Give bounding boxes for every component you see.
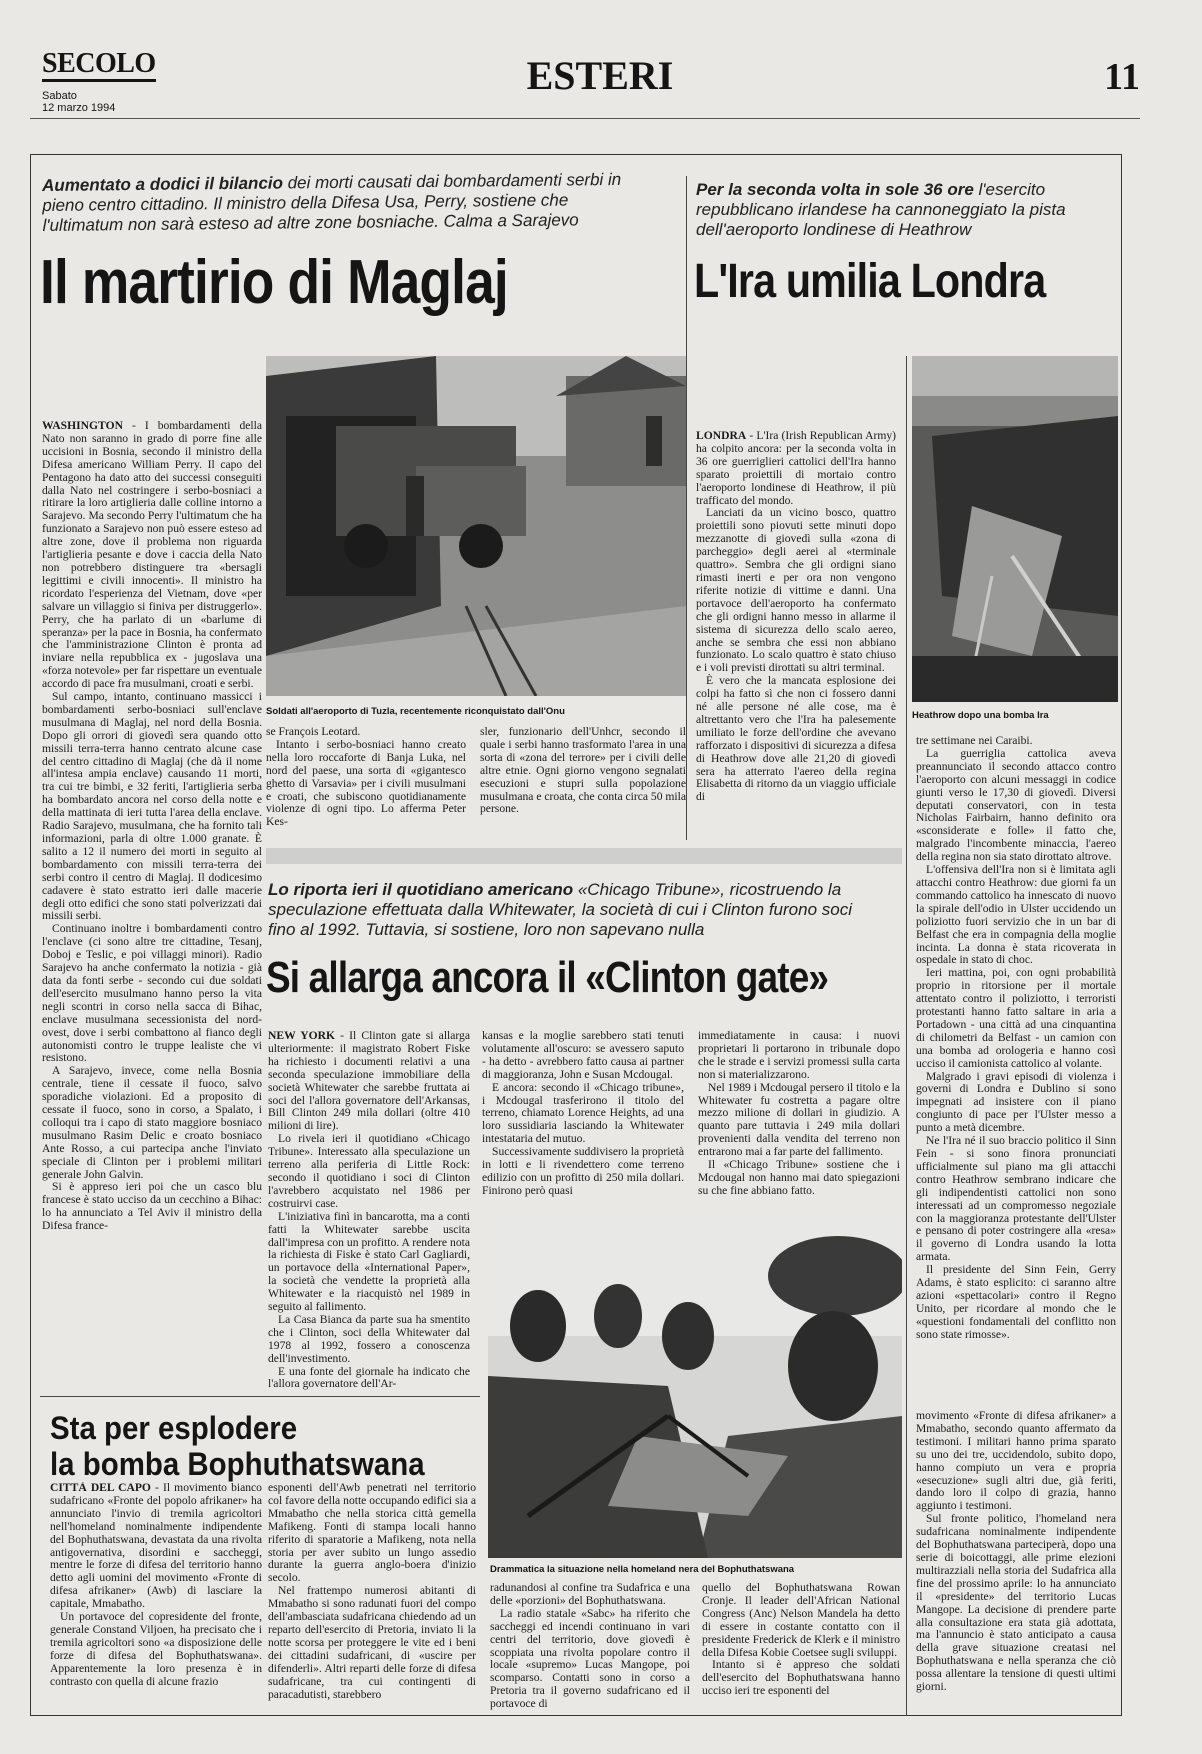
bophuthatswana-headline-line-2: la bomba Bophuthatswana: [50, 1446, 425, 1482]
bophuthatswana-column-1: CITTÀ DEL CAPO - Il movimento bianco sudafricano «Fronte del popolo afrikaner» ha annunciato l'invio di tremila agricoltori nell'homeland nominalmente indipendente del Bophuthatswana, devastata da una rivolta antigovernativa, disordini e saccheggi, mentre le forze di difesa del territorio hanno detto agli uomini del movimento «Fronte di difesa afrikaner» (Awb) di lasciare la capitale, Mmabatho. Un portavoce del copresidente del fronte, generale Constand Viljoen, ha precisato che i tremila agricoltori sono «a disposizione delle forze di difesa del Bophuthatswana». Apparentemente la loro presenza è in contrasto con quella di alcune frazio: [50, 1482, 262, 1688]
issue-day: Sabato: [42, 90, 77, 102]
maglaj-dateline: WASHINGTON: [42, 420, 123, 432]
ira-kicker: [696, 180, 1106, 240]
ira-kicker-lead: Per la seconda volta in sole 36 ore: [696, 180, 974, 199]
clinton-column-3: immediatamente in causa: i nuovi proprietari li portarono in tribunale dopo che le strade e i servizi promessi sulla carta non si materializzarono. Nel 1989 i Mcdougal persero il titolo e la Whitewater fu costretta a pagare oltre mezzo milione di dollari in giudizio. A quanto pare tuttavia i 249 mila dollari provenienti dalla vendita del terreno non entrarono mai a far parte del fallimento. Il «Chicago Tribune» sostiene che i Mcdougal non hanno mai dato spiegazioni su che fine abbiano fatto.: [698, 1030, 900, 1197]
tuzla-photo-image: [266, 356, 686, 696]
clinton-dateline: NEW YORK: [268, 1030, 335, 1042]
maglaj-column-2: se François Leotard. Intanto i serbo-bosniaci hanno creato nella loro roccaforte di Banja Luka, nel nord del paese, una sorta di «gigantesco ghetto di Varsavia» per i civili musulmani e croati, che subiscono quotidianamente violenze di ogni tipo. Lo afferma Peter Kes-: [266, 726, 466, 829]
bophuthatswana-headline: [50, 1410, 425, 1482]
column-divider-top: [686, 176, 687, 840]
issue-date-value: 12 marzo 1994: [42, 102, 116, 114]
clinton-headline: Si allarga ancora il «Clinton gate»: [266, 953, 829, 1002]
newspaper-logo: SECOLO: [42, 48, 156, 79]
ira-column-2: tre settimane nei Caraibi. La guerriglia cattolica aveva preannunciato il secondo attacco contro l'aeroporto con alcuni messaggi in codice giunti verso le 17,30 di giovedì. Diversi deputati conservatori, con in testa Nicholas Fairbairn, hanno definito ora «sconsiderate e folle» il fatto che, malgrado l'incombente minaccia, l'aereo della regina non sia stato dirottato altrove. L'offensiva dell'Ira non si è limitata agli attacchi contro Heathrow: due giorni fa un commando cattolico ha innescato di nuovo la spirale dell'odio in Ulster uccidendo un poliziotto fuori servizio che in un bar di Belfast che era in compagnia della moglie incinta. La donna è stata ricoverata in ospedale in stato di choc. Ieri mattina, poi, con ogni probabilità proprio in ritorsione per il mortale attentato contro il poliziotto, i terroristi protestanti hanno fatto saltare in aria a Portadown - una città ad una cinquantina di chilometri da Belfast - un camion con una bomba ad orologeria e hanno così ucciso il camionista cattolico al volante. Malgrado i gravi episodi di violenza i governi di Londra e Dublino si sono impegnati ad insistere con il piano congiunto di pace per l'Ulster messo a punto a metà dicembre. Ne l'Ira né il suo braccio politico il Sinn Fein - si sono finora pronunciati ufficialmente sul piano ma gli attacchi contro Heathrow sembrano indicare che gli indipendentisti cattolici non sono interessati ad un compromesso negoziale con la maggioranza protestante dell'Ulster e pensano di poter costringere alla «resa» il governo di Londra usando la lotta armata. Il presidente del Sinn Fein, Gerry Adams, è stato esplicito: ci saranno altre azioni «spettacolari» contro il Regno Unito, per ricordare al mondo che le «questioni fondamentali del conflitto non sono state rimosse».: [916, 735, 1116, 1341]
ira-kicker-text: l'esercito repubblicano irlandese ha cannoneggiato la pista dell'aeroporto londinese di Heathrow: [696, 180, 1066, 239]
issue-date: [42, 90, 115, 114]
tuzla-airport-photo: [266, 356, 686, 696]
bophuthatswana-column-3: radunandosi al confine tra Sudafrica e una delle «porzioni» del Bophuthatswana. La radio statale «Sabc» ha riferito che saccheggi ed incendi continuano in vari centri del territorio, dove giovedì è scoppiata una rivolta popolare contro il locale «supremo» Lucas Mangope, poi scomparso. Contatti sono in corso a Pretoria tra il governo sudafricano ed il portavoce di: [490, 1582, 690, 1711]
clinton-kicker-lead: Lo riporta ieri il quotidiano americano: [268, 880, 574, 899]
ira-column-1: LONDRA - L'Ira (Irish Republican Army) ha colpito ancora: per la seconda volta in 36 ore guerriglieri cattolici dell'Ira hanno sparato proiettili di mortaio contro l'aeroporto londinese di Heathrow, il più trafficato del mondo. Lanciati da un vicino bosco, quattro proiettili sono piovuti sette minuti dopo mezzanotte di giovedì sulla «zona di parcheggio» degli aerei al «terminale quattro». Sembra che gli ordigni siano rimasti inerti e per ora non vengono riferite notizie di vittime e danni. Una portavoce dell'aeroporto ha confermato che gli ordigni hanno messo in allarme il sistema di sicurezza dello scalo aereo, anche se sembra che essi non abbiano funzionato. Lo scalo quattro è stato chiuso e i voli previsti dirottati su altri terminal. È vero che la mancata esplosione dei colpi ha fatto sì che non ci fossero danni né alle persone né alle cose, ma è altrettanto vero che l'Ira ha palesemente umiliato le forze dell'ordine che avevano rafforzato i dispositivi di sicurezza a difesa di Heathrow dove alle 21,20 di giovedì sera ha atterrato l'aereo della regina Elisabetta di ritorno da un viaggio ufficiale di: [696, 430, 896, 804]
maglaj-column-3: sler, funzionario dell'Unhcr, secondo il quale i serbi hanno trasformato l'area in una sorta di «zona del terrore» per i civili delle altre etnie. Ogni giorno vengono segnalati esecuzioni e stupri sulla popolazione musulmana e croata, che conta circa 50 mila persone.: [480, 726, 686, 816]
tuzla-photo-caption: Soldati all'aeroporto di Tuzla, recentemente riconquistato dall'Onu: [266, 706, 565, 717]
clinton-kicker: [268, 880, 868, 940]
bophuthatswana-dateline: CITTÀ DEL CAPO: [50, 1482, 151, 1494]
maglaj-headline: Il martirio di Maglaj: [40, 248, 508, 317]
masthead-rule: [30, 118, 1140, 119]
bophuthatswana-top-rule: [40, 1396, 480, 1397]
maglaj-kicker: [42, 170, 643, 236]
maglaj-kicker-lead: Aumentato a dodici il bilancio: [42, 173, 284, 195]
column-divider-right: [906, 356, 907, 1716]
bophuthatswana-photo-caption: Drammatica la situazione nella homeland nera del Bophuthatswana: [490, 1564, 795, 1575]
heathrow-photo-image: [912, 356, 1118, 702]
clinton-column-1: NEW YORK - Il Clinton gate si allarga ulteriormente: il magistrato Robert Fiske ha richiesto i documenti relativi a una seconda speculazione immobiliare della società Whitewater che sarebbe fruttata ai soci del l'allora governatore dell'Arkansas, Bill Clinton 249 mila dollari (oltre 410 milioni di lire). Lo rivela ieri il quotidiano «Chicago Tribune». Interessato alla speculazione un terreno alla periferia di Little Rock: secondo il quotidiano i soci di Clinton l'avrebbero acquistato nel 1986 per costruirvi case. L'iniziativa finì in bancarotta, ma a conti fatti la Whitewater sarebbe uscita dall'impresa con un profitto. A rendere nota la richiesta di Fiske è stato Carl Gagliardi, un portavoce della «International Paper», la società che vendette la proprietà alla Whitewater e la riacquistò nel 1989 in seguito al fallimento. La Casa Bianca da parte sua ha smentito che i Clinton, soci della Whitewater dal 1978 al 1992, fossero a conoscenza dell'investimento. E una fonte del giornale ha indicato che l'allora governatore dell'Ar-: [268, 1030, 470, 1391]
maglaj-column-1: WASHINGTON - I bombardamenti della Nato non saranno in grado di porre fine alle uccisioni in Bosnia, secondo il ministro della Difesa americano William Perry. Il capo del Pentagono ha dato atto dei successi conseguiti dalla Nato nel costringere i serbo-bosniaci a ritirare la loro artiglieria dalle colline intorno a Sarajevo. Ma secondo Perry l'ultimatum che ha funzionato a Sarajevo non può essere esteso ad altre zone, dove il problema non riguarda l'artiglieria pesante e dove i caccia della Nato non potrebbero distinguere tra «bersagli legittimi e civili innocenti». Il ministro ha ricordato l'esperienza del Vietnam, dove «per salvare un villaggio si finiva per distruggerlo». Perry, che ha parlato di un «barlume di speranza» per la pace in Bosnia, ha confermato che l'amministrazione Clinton è pronta ad inviare nella repubblica ex - jugoslava una «forza notevole» per far rispettare un eventuale accordo di pace fra musulmani, croati e serbi. Sul campo, intanto, continuano massicci i bombardamenti serbo-bosniaci sull'enclave musulmana di Maglaj, nel nord della Bosnia. Dopo gli orrori di giovedì sera quando otto missili terra-terra hanno centrato alcune case del centro cittadino di Maglaj (che dà il nome all'intesa ampia enclave) causando 11 morti, tra cui tre bimbi, e 32 feriti, l'artiglieria serba ha bombardato ancora nel corso della notte e della mattinata di ieri tutta l'area della enclave. Radio Sarajevo, musulmana, che ha fornito tali informazioni, parla di oltre 1.000 granate. È salito a 12 il numero dei morti in seguito al bombardamento con missili terra-terra dei serbi contro il centro di Maglaj. Il dodicesimo cadavere è stato estratto ieri dalle macerie degli otto edifici che sono stati polverizzati dai missili serbi. Continuano inoltre i bombardamenti contro l'enclave (ci sono altre tre cittadine, Tesanj, Doboj e Teslic, e poi villaggi minori). Radio Sarajevo ha anche confermato la notizia - già data da fonti serbe - secondo cui due soldati dell'esercito musulmano hanno perso la vita negli scontri in corso nella sacca di Bihac, enclave musulmana secessionista del nord-ovest, dove i serbi combattono al fianco degli autonomisti contro le truppe lealiste che vi resistono. A Sarajevo, invece, come nella Bosnia centrale, tiene il cessate il fuoco, salvo sporadiche violazioni. Ed a proposito di cessate il fuoco, sono in corso, a Spalato, i colloqui tra i capo di stato maggiore bosniaco musulmano Rasim Delic e croato bosniaco Ante Rosso, a cui partecipa anche l'inviato speciale di Clinton per i problemi militari generale John Galvin. Si è appreso ieri poi che un casco blu francese è stato ucciso da un cecchino a Bihac: lo ha annunciato a Tel Aviv il ministro della Difesa france-: [42, 420, 262, 1233]
bophuthatswana-column-4: quello del Bophuthatswana Rowan Cronje. Il leader dell'African National Congress (Anc) Nelson Mandela ha detto di essere in costante contatto con il presidente Frederick de Klerk e il ministro della Difesa Kobie Coetsee sugli sviluppi. Intanto si è appreso che soldati dell'esercito del Bophuthatswana hanno ucciso ieri tre esponenti del: [702, 1582, 900, 1698]
heathrow-photo: [912, 356, 1118, 702]
clinton-column-2: kansas e la moglie sarebbero stati tenuti volutamente all'oscuro: se avessero saputo - ha detto - avrebbero fatto causa ai partner di maggioranza, John e Susan Mcdougal. E ancora: secondo il «Chicago tribune», i Mcdougal trasferirono il titolo del terreno, chiamato Lorence Heights, ad una loro sussidiaria lasciando la Whitewater intestataria del mutuo. Successivamente suddivisero la proprietà in lotti e li rivendettero come terreno edilizio con un profitto di 250 mila dollari. Finirono però quasi: [482, 1030, 684, 1197]
bophuthatswana-photo-image: [488, 1216, 902, 1558]
bophuthatswana-headline-line-1: Sta per esplodere: [50, 1410, 298, 1446]
separator-bar: [266, 848, 902, 864]
bophuthatswana-photo: [488, 1216, 902, 1558]
bophuthatswana-column-2: esponenti dell'Awb penetrati nel territorio col favore della notte occupando edifici sia a Mmabatho che nella storica città gemella Mafikeng. Fonti di stampa locali hanno riferito di sparatorie a Mafikeng, nota nella storia per aver subito un lungo assedio durante la guerra anglo-boera d'inizio secolo. Nel frattempo numerosi abitanti di Mmabatho si sono radunati fuori del compo dell'ambasciata sudafricana chiedendo ad un reparto dell'esercito di Pretoria, inviato li la notte scorsa per proteggere le vite ed i beni dei cittadini sudafricani, di «uscire per difenderli». Altri reparti delle forze di difesa sudafricane, tra cui contingenti di paracadutisti, starebbero: [268, 1482, 476, 1701]
maglaj-kicker-text: dei morti causati dai bombardamenti serbi in pieno centro cittadino. Il ministro della Difesa Usa, Perry, sostiene che l'ultimatum non sarà esteso ad altre zone bosniache. Calma a Sarajevo: [42, 169, 622, 235]
clinton-kicker-text: «Chicago Tribune», ricostruendo la speculazione effettuata dalla Whitewater, la società di cui i Clinton furono soci fino al 1992. Tuttavia, si sostiene, loro non sapevano nulla: [268, 880, 852, 939]
page-number: 11: [1104, 56, 1140, 98]
ira-headline: L'Ira umilia Londra: [694, 255, 1046, 308]
ira-dateline: LONDRA: [696, 430, 747, 442]
heathrow-photo-caption: Heathrow dopo una bomba Ira: [912, 710, 1049, 721]
bophuthatswana-column-5: movimento «Fronte di difesa afrikaner» a Mmabatho, secondo quanto affermato da testimoni. I militari hanno prima sparato su uno dei tre, uccidendolo, subito dopo, hanno compiuto un vera e propria «esecuzione» sugli altri due, già feriti, dando loro il colpo di grazia, hanno aggiunto i testimoni. Sul fronte politico, l'homeland nera sudafricana nominalmente indipendente del Bophuthatswana parteciperà, dopo una serie di boicottaggi, alle prime elezioni multirazziali nella storia del Sudafrica alla fine del prossimo aprile: lo ha annunciato il «presidente» del territorio Lucas Mangope. La decisione di prendere parte alla consultazione era stata già adottata, ma l'annuncio è stato anticipato a causa della grave situazione creatasi nel Bophuthatswana e nella speranza che ciò possa allentare la tensione di questi ultimi giorni.: [916, 1410, 1116, 1694]
section-title: ESTERI: [526, 53, 674, 98]
